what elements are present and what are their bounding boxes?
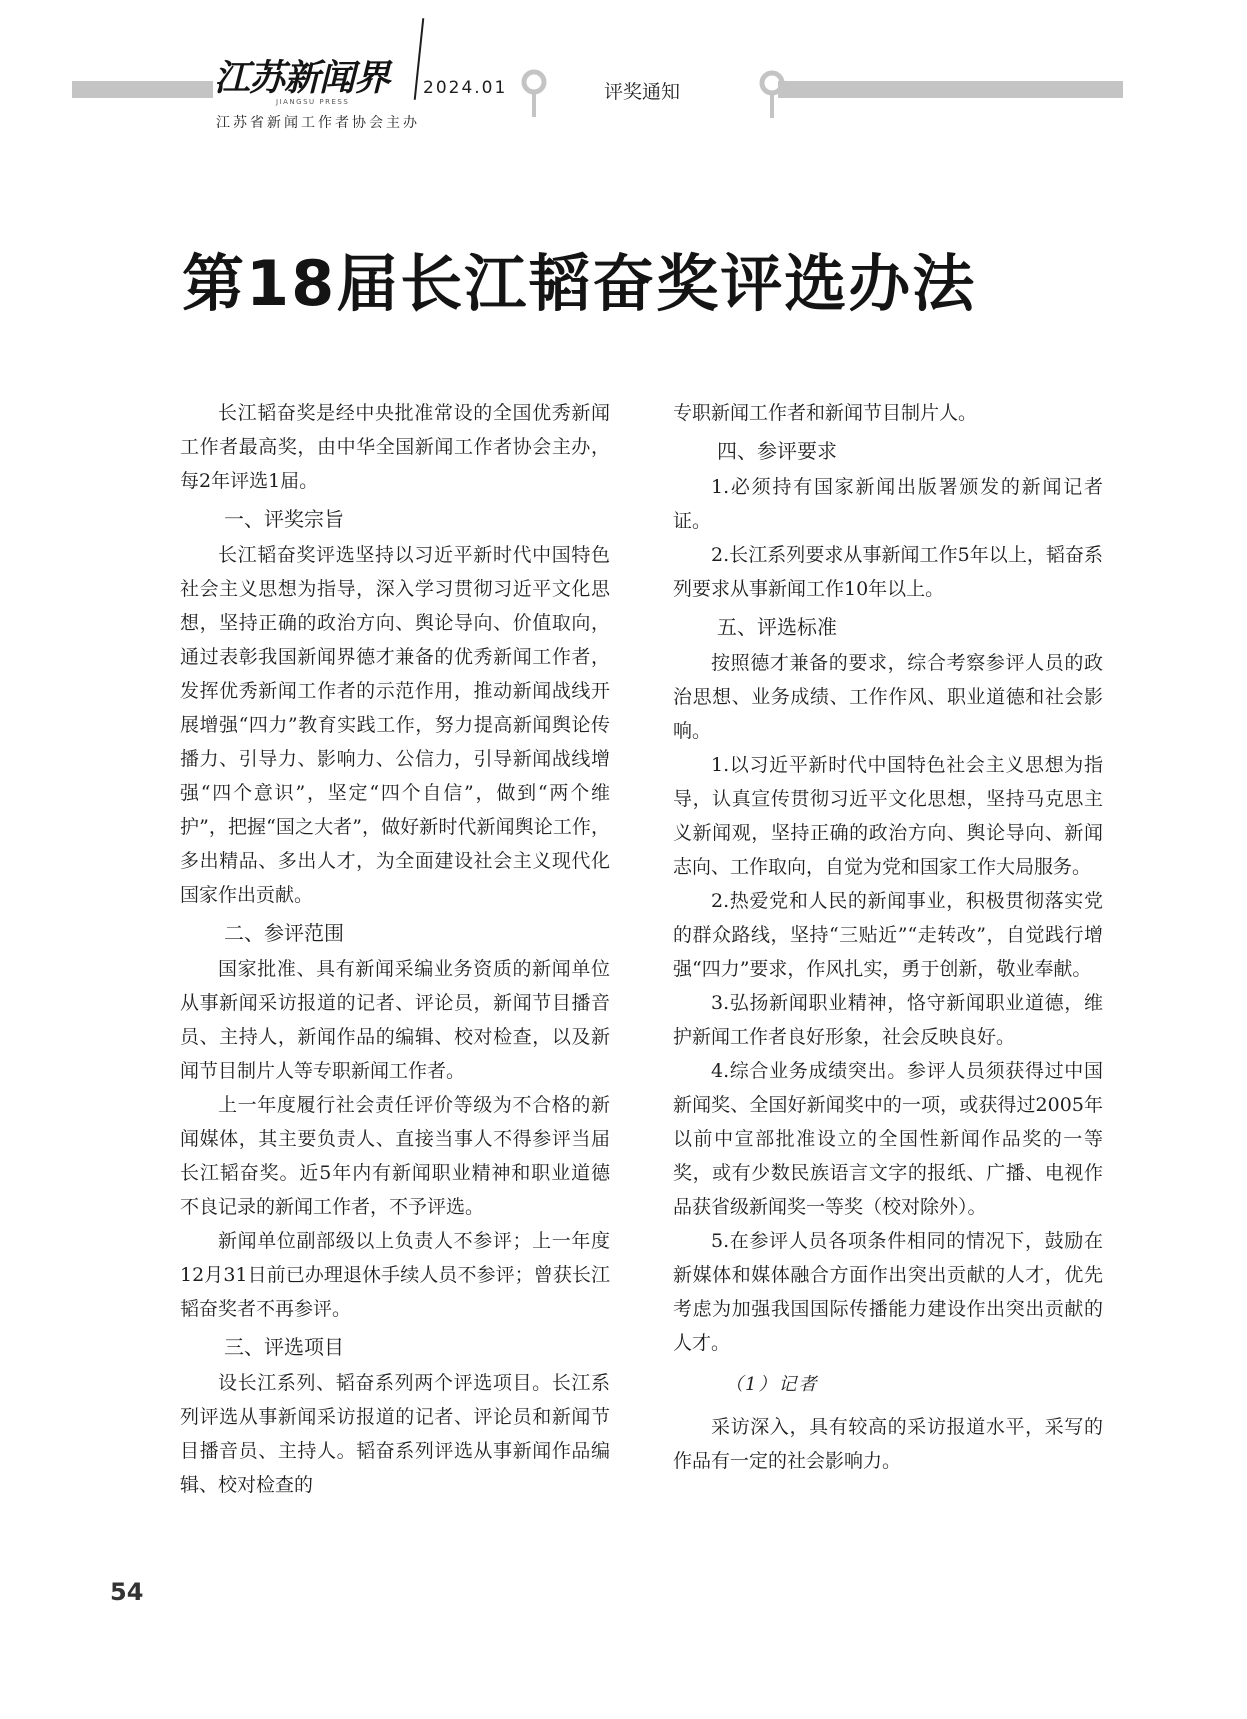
article-title: 第18届长江韬奋奖评选办法 [182,247,977,320]
paragraph: 采访深入，具有较高的采访报道水平，采写的作品有一定的社会影响力。 [673,1416,1103,1472]
paragraph: 3.弘扬新闻职业精神，恪守新闻职业道德，维护新闻工作者良好形象，社会反映良好。 [673,992,1103,1048]
paragraph: 新闻单位副部级以上负责人不参评；上一年度12月31日前已办理退休手续人员不参评；曾获长江韬奋奖者不再参评。 [180,1230,610,1320]
magazine-subtitle: JIANGSU PRESS [276,98,350,106]
paragraph: 1.以习近平新时代中国特色社会主义思想为指导，认真宣传贯彻习近平文化思想，坚持马克思主义新闻观，坚持正确的政治方向、舆论导向、新闻志向、工作取向，自觉为党和国家工作大局服务。 [673,754,1103,878]
paragraph: 按照德才兼备的要求，综合考察参评人员的政治思想、业务成绩、工作作风、职业道德和社会影响。 [673,652,1103,742]
section-heading: 三、评选项目 [224,1335,344,1359]
paragraph: 上一年度履行社会责任评价等级为不合格的新闻媒体，其主要负责人、直接当事人不得参评当届长江韬奋奖。近5年内有新闻职业精神和职业道德不良记录的新闻工作者，不予评选。 [180,1094,610,1218]
paragraph-continued: 专职新闻工作者和新闻节目制片人。 [673,402,978,424]
column-left [180,396,610,1502]
section-heading: 一、评奖宗旨 [224,507,344,531]
intro-paragraph: 长江韬奋奖是经中央批准常设的全国优秀新闻工作者最高奖，由中华全国新闻工作者协会主办，每2年评选1届。 [180,402,610,492]
page-number: 54 [110,1578,144,1606]
paragraph: 长江韬奋奖评选坚持以习近平新时代中国特色社会主义思想为指导，深入学习贯彻习近平文化思想，坚持正确的政治方向、舆论导向、价值取向，通过表彰我国新闻界德才兼备的优秀新闻工作者，发挥优秀新闻工作者的示范作用，推动新闻战线开展增强“四力”教育实践工作，努力提高新闻舆论传播力、引导力、影响力、公信力，引导新闻战线增强“四个意识”，坚定“四个自信”，做到“两个维护”，把握“国之大者”，做好新时代新闻舆论工作，多出精品、多出人才，为全面建设社会主义现代化国家作出贡献。 [180,544,610,906]
paragraph: 国家批准、具有新闻采编业务资质的新闻单位从事新闻采访报道的记者、评论员，新闻节目播音员、主持人，新闻作品的编辑、校对检查，以及新闻节目制片人等专职新闻工作者。 [180,958,610,1082]
section-tag: 评奖通知 [604,81,681,103]
magazine-title: 江苏新闻界 [214,58,390,99]
paragraph: 设长江系列、韬奋系列两个评选项目。长江系列评选从事新闻采访报道的记者、评论员和新闻节目播音员、主持人。韬奋系列评选从事新闻作品编辑、校对检查的 [180,1372,610,1496]
paragraph: 2.热爱党和人民的新闻事业，积极贯彻落实党的群众路线，坚持“三贴近”“走转改”，自觉践行增强“四力”要求，作风扎实，勇于创新，敬业奉献。 [673,890,1103,980]
column-right [673,396,1103,1478]
section-heading: 二、参评范围 [224,921,344,945]
header-bar-right [778,81,1123,98]
section-heading: 四、参评要求 [717,439,837,463]
issue-number: 2024.01 [423,78,508,98]
paragraph: 5.在参评人员各项条件相同的情况下，鼓励在新媒体和媒体融合方面作出突出贡献的人才，优先考虑为加强我国国际传播能力建设作出突出贡献的人才。 [673,1230,1103,1354]
paragraph: 1.必须持有国家新闻出版署颁发的新闻记者证。 [673,476,1103,532]
section-heading: 五、评选标准 [717,615,837,639]
publisher-line: 江苏省新闻工作者协会主办 [216,115,420,131]
pin-icon [519,69,549,119]
paragraph: 2.长江系列要求从事新闻工作5年以上，韬奋系列要求从事新闻工作10年以上。 [673,544,1103,600]
paragraph: 4.综合业务成绩突出。参评人员须获得过中国新闻奖、全国好新闻奖中的一项，或获得过2005年以前中宣部批准设立的全国性新闻作品奖的一等奖，或有少数民族语言文字的报纸、广播、电视作品获省级新闻奖一等奖（校对除外）。 [673,1060,1103,1218]
subsection-heading: （1）记者 [725,1374,819,1395]
header-bar-left [72,81,213,98]
